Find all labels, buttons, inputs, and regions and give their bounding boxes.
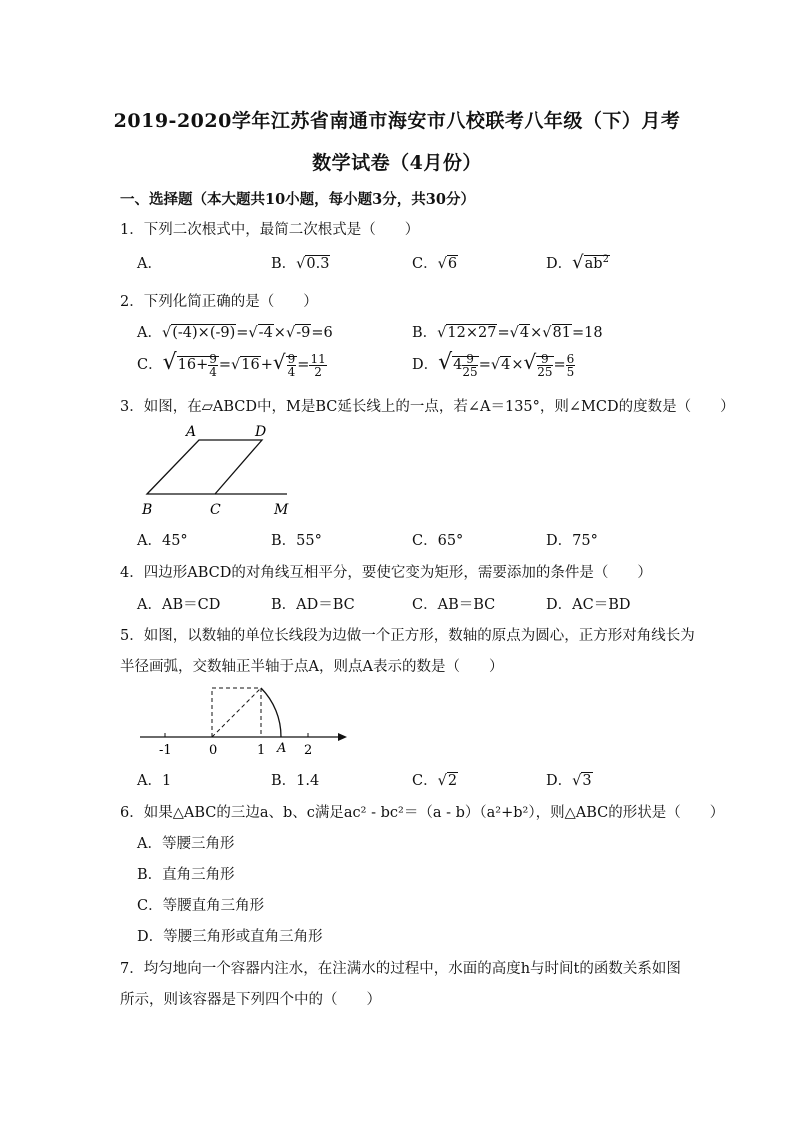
result-fraction: $\frac{11}{2}$ (310, 351, 326, 379)
radicand: -9 (296, 325, 311, 341)
option-label: C． (412, 256, 438, 272)
q6-option-d: D．等腰三角形或直角三角形 (137, 929, 323, 945)
arc (261, 688, 281, 737)
option-label: D． (546, 773, 573, 789)
q6-option-b: B．直角三角形 (137, 867, 235, 883)
q2-option-b: B．√12×27=√4×√81=18 (412, 325, 603, 341)
question-6-stem: 6．如果△ABC的三边a、b、c满足ac² - bc²＝（a - b）（a²+b²），则△ABC的形状是（ ） (120, 805, 725, 821)
result-fraction: $\frac{6}{5}$ (566, 351, 575, 379)
question-5-stem-line2: 半径画弧，交数轴正半轴于点A，则点A表示的数是（ ） (120, 659, 504, 675)
section-heading: 一、选择题（本大题共10小题，每小题3分，共30分） (120, 191, 475, 208)
parallelogram-abcd (147, 440, 262, 494)
radicand: 4 (501, 357, 511, 373)
radicand: 81 (552, 325, 571, 341)
radicand: 6 (447, 256, 458, 272)
radicand: 2 (447, 773, 458, 789)
question-2-stem: 2．下列化简正确的是（ ） (120, 294, 318, 310)
q3-option-d: D．75° (546, 533, 598, 549)
radicand: 4 $\frac{9}{25}$ (453, 351, 478, 379)
radicand: 16 (241, 357, 260, 373)
option-label: B． (271, 256, 297, 272)
radicand: 0.3 (306, 256, 330, 272)
q1-option-d: D．$√ab^2$ (546, 252, 609, 273)
q4-option-a: A．AB＝CD (137, 597, 221, 613)
q2-option-d: D．√4 $\frac{9}{25}$ =√4×√ $\frac{9}{25}$ = $\frac{6}{5}$ (412, 350, 575, 379)
q5-option-b: B．1.4 (271, 773, 320, 789)
result: =18 (571, 325, 603, 341)
option-label: D． (412, 357, 439, 373)
q3-option-c: C．65° (412, 533, 464, 549)
q5-option-d: D．√3 (546, 773, 592, 789)
radicand: 12×27 (447, 325, 497, 341)
q4-option-b: B．AD＝BC (271, 597, 355, 613)
tick-label-2: 2 (304, 743, 313, 758)
radicand: $\frac{9}{25}$ (537, 351, 553, 379)
radicand: 3 (582, 773, 592, 789)
q2-option-c: C．√16+ $\frac{9}{4}$ =√16+√ $\frac{9}{4}$ = $\frac{11}{2}$ (137, 350, 326, 379)
question-7-stem-line1: 7．均匀地向一个容器内注水，在注满水的过程中，水面的高度h与时间t的函数关系如图 (120, 961, 681, 977)
fig-label-m: M (274, 502, 289, 518)
tick-label-neg1: -1 (159, 743, 172, 758)
q1-option-c: C．√6 (412, 256, 458, 272)
number-line-figure (130, 680, 360, 760)
q6-option-a: A．等腰三角形 (137, 836, 235, 852)
question-5-stem-line1: 5．如图，以数轴的单位长线段为边做一个正方形，数轴的原点为圆心，正方形对角线长为 (120, 628, 695, 644)
q4-option-d: D．AC＝BD (546, 597, 631, 613)
q1-option-a: A． (137, 256, 162, 272)
option-label: C． (137, 357, 163, 373)
radicand: $\frac{9}{4}$ (287, 351, 296, 379)
radicand: -4 (258, 325, 273, 341)
question-3-stem: 3．如图，在▱ABCD中，M是BC延长线上的一点，若∠A＝135°，则∠MCD的度数是（ ） (120, 399, 735, 415)
q2-option-a: A．√(-4)×(-9)=√-4×√-9=6 (137, 325, 333, 341)
question-4-stem: 4．四边形ABCD的对角线互相平分，要使它变为矩形，需要添加的条件是（ ） (120, 565, 652, 581)
option-label: A． (137, 325, 162, 341)
result: =6 (311, 325, 333, 341)
fig-label-c: C (210, 502, 221, 518)
axis-arrow (338, 733, 347, 741)
question-7-stem-line2: 所示，则该容器是下列四个中的（ ） (120, 992, 381, 1008)
radicand-base: ab (584, 256, 603, 272)
q6-option-c: C．等腰直角三角形 (137, 898, 265, 914)
fig-label-d: D (255, 424, 267, 440)
q4-option-c: C．AB＝BC (412, 597, 496, 613)
point-a-label: A (277, 741, 287, 756)
q1-option-b: B．√0.3 (271, 256, 330, 272)
tick-label-1: 1 (257, 743, 266, 758)
option-label: B． (412, 325, 438, 341)
q5-option-c: C．√2 (412, 773, 458, 789)
radicand (584, 255, 610, 272)
fig-label-b: B (142, 502, 153, 518)
q5-option-a: A．1 (137, 773, 172, 789)
q3-option-b: B．55° (271, 533, 322, 549)
radicand: 16+ $\frac{9}{4}$ (177, 351, 217, 379)
question-1-stem: 1．下列二次根式中，最简二次根式是（ ） (120, 222, 420, 238)
fraction: $\frac{9}{4}$ (209, 351, 217, 379)
option-label: C． (412, 773, 438, 789)
radicand: 4 (519, 325, 530, 341)
tick-label-0: 0 (209, 743, 218, 758)
page-subtitle: 数学试卷（4月份） (312, 152, 482, 174)
q3-option-a: A．45° (137, 533, 188, 549)
radicand: (-4)×(-9) (172, 325, 236, 341)
exponent: 2 (602, 254, 609, 266)
fig-label-a: A (186, 424, 197, 440)
square-diagonal (212, 688, 261, 737)
page-title: 2019-2020学年江苏省南通市海安市八校联考八年级（下）月考 (113, 110, 681, 132)
parallelogram-figure (130, 422, 310, 522)
option-label: D． (546, 256, 573, 272)
